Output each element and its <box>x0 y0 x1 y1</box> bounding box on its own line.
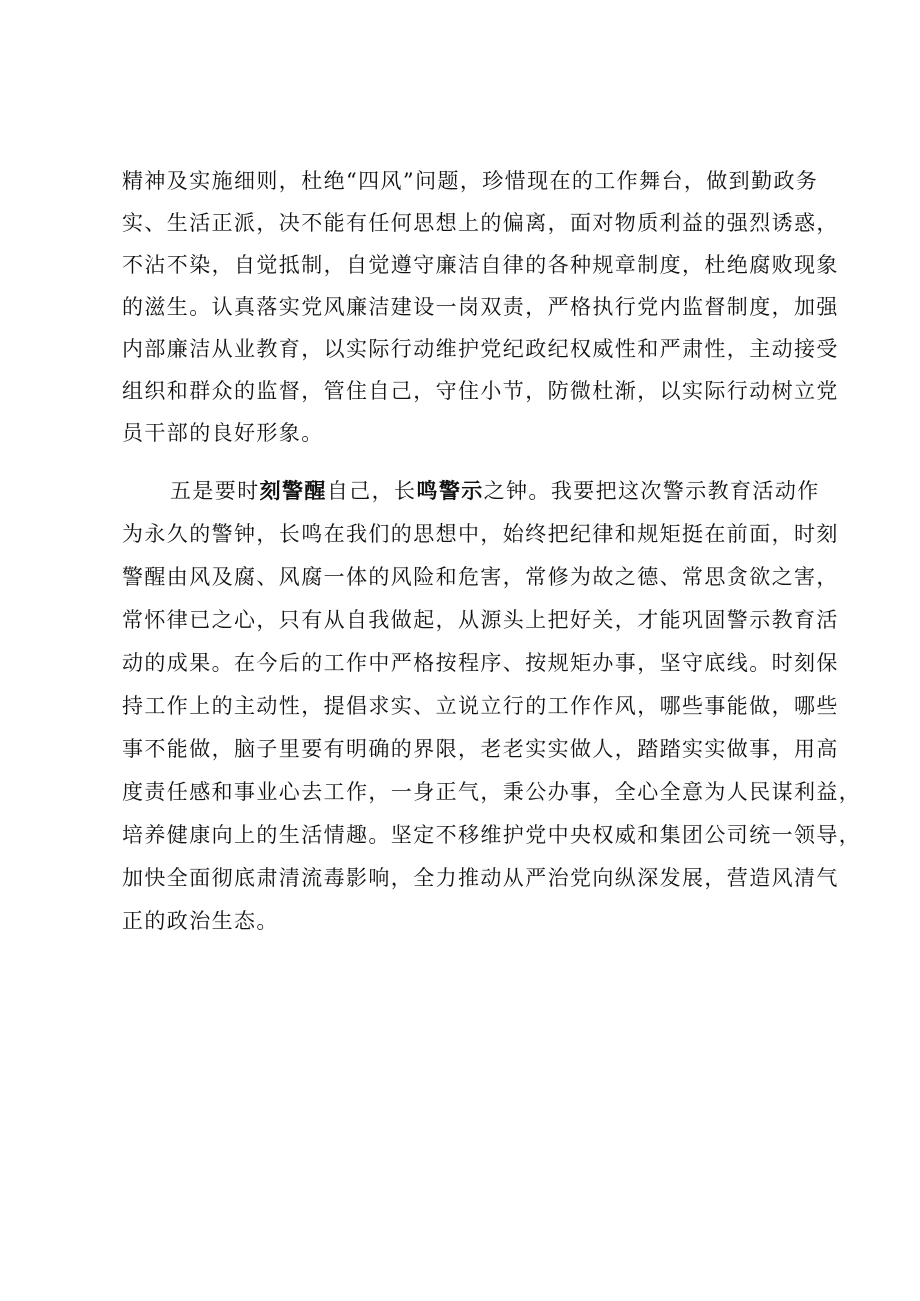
paragraph-2-line-10: 加快全面彻底肃清流毒影响，全力推动从严治党向纵深发展，营造风清气 <box>122 866 839 890</box>
paragraph-2-suffix: 之钟。我要把这次警示教育活动作 <box>483 479 820 503</box>
paragraph-2-emphasis-2: 鸣警示 <box>416 478 484 503</box>
paragraph-2-line-4: 常怀律已之心，只有从自我做起，从源头上把好关，才能巩固警示教育活 <box>122 608 839 632</box>
paragraph-2-line-7: 事不能做，脑子里要有明确的界限，老老实实做人，踏踏实实做事，用高 <box>122 737 839 761</box>
paragraph-2-line-3: 警醒由风及腐、风腐一体的风险和危害，常修为故之德、常思贪欲之害， <box>122 565 839 589</box>
paragraph-2-line-1 <box>170 476 820 506</box>
paragraph-1-line-5: 内部廉洁从业教育，以实际行动维护党纪政纪权威性和严肃性，主动接受 <box>122 337 839 361</box>
paragraph-2-line-8: 度责任感和事业心去工作，一身正气，秉公办事，全心全意为人民谋利益， <box>122 780 862 804</box>
paragraph-1-line-1: 精神及实施细则，杜绝“四风”问题，珍惜现在的工作舞台，做到勤政务 <box>122 169 819 193</box>
paragraph-2-line-9: 培养健康向上的生活情趣。坚定不移维护党中央权威和集团公司统一领导， <box>122 823 862 847</box>
paragraph-2-line-11: 正的政治生态。 <box>122 909 279 933</box>
paragraph-1-line-3: 不沾不染，自觉抵制，自觉遵守廉洁自律的各种规章制度，杜绝腐败现象 <box>122 253 839 277</box>
paragraph-2-prefix: 五是要时 <box>170 479 260 503</box>
paragraph-2-line-2: 为永久的警钟，长鸣在我们的思想中，始终把纪律和规矩挺在前面，时刻 <box>122 522 839 546</box>
paragraph-2-middle: 自己，长 <box>326 479 417 503</box>
paragraph-1-line-2: 实、生活正派，决不能有任何思想上的偏离，面对物质利益的强烈诱惑， <box>122 211 839 235</box>
paragraph-2-line-5: 动的成果。在今后的工作中严格按程序、按规矩办事，坚守底线。时刻保 <box>122 651 839 675</box>
paragraph-1-line-7: 员干部的良好形象。 <box>122 421 324 445</box>
paragraph-2-emphasis-1: 刻警醒 <box>259 478 327 503</box>
paragraph-1-line-4: 的滋生。认真落实党风廉洁建设一岗双责，严格执行党内监督制度，加强 <box>122 295 839 319</box>
paragraph-2-line-6: 持工作上的主动性，提倡求实、立说立行的工作作风，哪些事能做，哪些 <box>122 694 839 718</box>
paragraph-1-line-6: 组织和群众的监督，管住自己，守住小节，防微杜渐，以实际行动树立党 <box>122 379 839 403</box>
